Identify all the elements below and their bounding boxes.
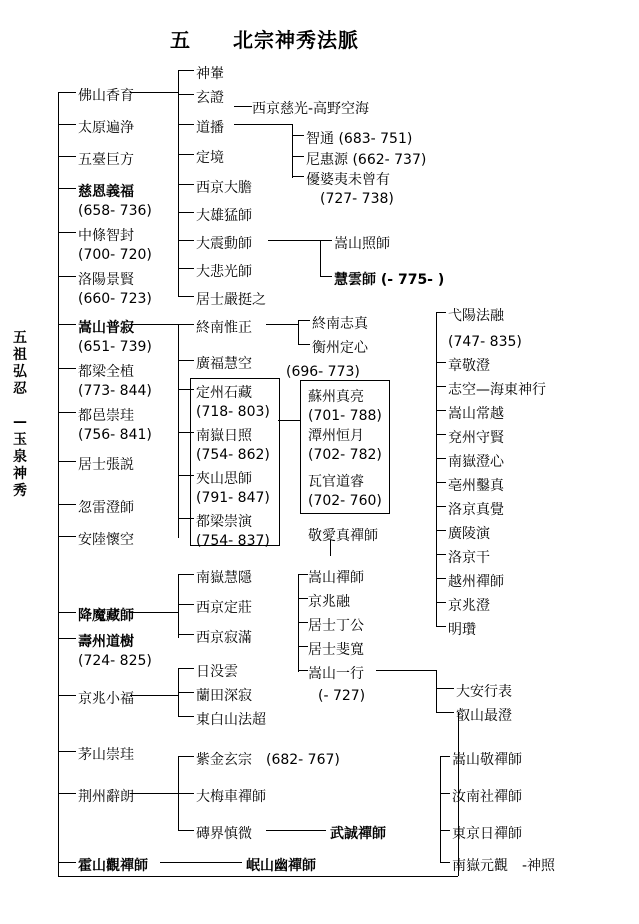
- lineage-node: (- 727): [318, 688, 366, 704]
- connector: [58, 124, 76, 125]
- lineage-node: 尼惠源 (662- 737): [306, 152, 427, 168]
- connector: [178, 324, 194, 325]
- connector: [178, 716, 194, 717]
- connector: [298, 646, 308, 647]
- connector: [178, 268, 194, 269]
- lineage-node: 居士斐寬: [308, 642, 364, 658]
- lineage-node: 弋陽法融: [448, 308, 504, 324]
- connector: [278, 420, 300, 421]
- connector: [436, 458, 446, 459]
- lineage-node: 紫金玄宗 (682- 767): [196, 752, 340, 768]
- lineage-node: 敬愛真禪師: [308, 528, 378, 544]
- lineage-node: (754- 837): [196, 533, 270, 549]
- lineage-node: 慈恩義福: [78, 184, 134, 200]
- connector: [58, 276, 76, 277]
- connector: [298, 622, 308, 623]
- lineage-node: 洛陽景賢: [78, 272, 134, 288]
- spine-col2-mid: [178, 324, 179, 538]
- lineage-node: 廣福慧空: [196, 356, 252, 372]
- lineage-node: 居士嚴挺之: [196, 292, 266, 308]
- connector: [58, 188, 76, 189]
- connector: [298, 574, 308, 575]
- connector: [292, 135, 304, 136]
- connector: [436, 670, 437, 712]
- connector: [58, 536, 76, 537]
- connector: [234, 124, 292, 125]
- connector: [440, 830, 450, 831]
- lineage-node: 都梁全植: [78, 364, 134, 380]
- lineage-node: (756- 841): [78, 427, 152, 443]
- lineage-node: 茅山崇珪: [78, 747, 134, 763]
- connector: [436, 530, 446, 531]
- lineage-node: 衡州定心: [312, 340, 368, 356]
- lineage-node: 京兆融: [308, 594, 350, 610]
- lineage-node: 嵩山照師: [334, 236, 390, 252]
- connector: [160, 862, 242, 863]
- lineage-node: 嵩山常越: [448, 406, 504, 422]
- lineage-node: 武誠禪師: [330, 826, 386, 842]
- lineage-node: 嵩山普寂: [78, 320, 134, 336]
- connector: [440, 793, 450, 794]
- connector: [58, 156, 76, 157]
- connector: [58, 412, 76, 413]
- connector: [58, 92, 76, 93]
- connector: [234, 106, 252, 107]
- lineage-node: 安陸懷空: [78, 532, 134, 548]
- connector: [58, 695, 76, 696]
- connector: [178, 154, 194, 155]
- connector: [320, 276, 332, 277]
- lineage-node: 西京大膽: [196, 180, 252, 196]
- connector: [178, 124, 194, 125]
- lineage-node: (773- 844): [78, 383, 152, 399]
- spine-keiai: [298, 574, 299, 672]
- connector: [178, 830, 194, 831]
- lineage-node: 都梁崇演: [196, 514, 252, 530]
- connector: [58, 368, 76, 369]
- connector: [178, 604, 194, 605]
- lineage-node: 夾山思師: [196, 471, 252, 487]
- lineage-node: 章敬澄: [448, 358, 490, 374]
- connector: [298, 320, 299, 344]
- lineage-node: 明瓚: [448, 622, 476, 638]
- connector: [130, 612, 178, 613]
- connector: [266, 830, 326, 831]
- connector: [58, 324, 76, 325]
- lineage-node: 岷山幽禪師: [246, 858, 316, 874]
- lineage-node: 蘇州真亮: [308, 389, 364, 405]
- connector: [58, 876, 458, 877]
- connector: [130, 92, 178, 93]
- lineage-node: 志空—海東神行: [448, 382, 546, 398]
- connector: [268, 240, 320, 241]
- lineage-node: (747- 835): [448, 334, 522, 350]
- lineage-node: 京兆澄: [448, 598, 490, 614]
- connector: [436, 602, 446, 603]
- connector: [178, 240, 194, 241]
- lineage-node: 汝南社禪師: [452, 789, 522, 805]
- connector: [58, 751, 76, 752]
- spine-right-bottom: [440, 756, 441, 862]
- lineage-node: (696- 773): [286, 364, 360, 380]
- connector: [440, 862, 450, 863]
- connector: [178, 756, 194, 757]
- lineage-node: 嵩山禪師: [308, 570, 364, 586]
- lineage-node: 太原遍浄: [78, 120, 134, 136]
- lineage-node: (727- 738): [320, 191, 394, 207]
- lineage-node: 大震動師: [196, 236, 252, 252]
- lineage-node: 南嶽澄心: [448, 454, 504, 470]
- connector: [436, 482, 446, 483]
- connector: [436, 386, 446, 387]
- connector: [266, 324, 298, 325]
- lineage-node: (724- 825): [78, 653, 152, 669]
- connector: [58, 461, 76, 462]
- connector: [298, 598, 308, 599]
- lineage-node: 定境: [196, 150, 224, 166]
- connector: [292, 176, 304, 177]
- lineage-node: 東京日禪師: [452, 826, 522, 842]
- lineage-node: 降魔藏師: [78, 608, 134, 624]
- connector: [178, 668, 194, 669]
- connector: [178, 94, 194, 95]
- lineage-node: 中條智封: [78, 228, 134, 244]
- connector: [292, 156, 304, 157]
- lineage-node: 佛山香育: [78, 88, 134, 104]
- connector: [436, 362, 446, 363]
- lineage-node: 居士丁公: [308, 618, 364, 634]
- connector: [376, 670, 436, 671]
- lineage-node: (660- 723): [78, 291, 152, 307]
- connector: [440, 756, 450, 757]
- lineage-node: 霍山觀禪師: [78, 858, 148, 874]
- connector: [178, 634, 194, 635]
- lineage-node: (718- 803): [196, 404, 270, 420]
- lineage-node: 磚界慎微: [196, 826, 252, 842]
- lineage-node: 東白山法超: [196, 712, 266, 728]
- lineage-node: 京兆小福: [78, 691, 134, 707]
- lineage-node: 蘭田深寂: [196, 688, 252, 704]
- connector: [178, 692, 194, 693]
- connector: [436, 578, 446, 579]
- connector: [58, 638, 76, 639]
- connector: [436, 712, 454, 713]
- connector: [436, 410, 446, 411]
- lineage-node: (658- 736): [78, 203, 152, 219]
- lineage-node: (651- 739): [78, 339, 152, 355]
- connector: [58, 793, 76, 794]
- lineage-node: (702- 760): [308, 493, 382, 509]
- lineage-node: 都邑崇珪: [78, 408, 134, 424]
- lineage-node: 西京寂滿: [196, 630, 252, 646]
- lineage-node: 大梅車禪師: [196, 789, 266, 805]
- lineage-node: 嵩山敬禪師: [452, 752, 522, 768]
- spine-col2-lower: [178, 574, 179, 638]
- lineage-node: 南嶽元觀 -神照: [452, 858, 556, 874]
- lineage-node: 越州禪師: [448, 574, 504, 590]
- lineage-node: 壽州道樹: [78, 634, 134, 650]
- lineage-node: 南嶽慧隱: [196, 570, 252, 586]
- page-title: 五 北宗神秀法脈: [170, 28, 359, 52]
- lineage-node: (754- 862): [196, 447, 270, 463]
- connector: [298, 344, 310, 345]
- lineage-node: 大雄猛師: [196, 208, 252, 224]
- connector: [292, 124, 293, 178]
- lineage-node: 廣陵演: [448, 526, 490, 542]
- lineage-node: 瓦官道睿: [308, 474, 364, 490]
- lineage-node: 終南志真: [312, 316, 368, 332]
- connector: [130, 793, 178, 794]
- lineage-node: 亳州鑿真: [448, 478, 504, 494]
- root-label-dash: —: [13, 414, 27, 430]
- root-label-line1: 五祖弘忍: [13, 330, 27, 397]
- lineage-node: 慧雲師 (- 775- ): [334, 272, 445, 288]
- lineage-node: 神輋: [196, 66, 224, 82]
- connector: [320, 240, 321, 276]
- connector: [436, 312, 446, 313]
- lineage-node: 居士張説: [78, 457, 134, 473]
- lineage-node: 定州石藏: [196, 385, 252, 401]
- lineage-node: (791- 847): [196, 490, 270, 506]
- connector: [178, 212, 194, 213]
- lineage-node: 西京慈光-高野空海: [252, 101, 370, 117]
- lineage-node: 日没雲: [196, 664, 238, 680]
- connector: [436, 626, 446, 627]
- lineage-node: 西京定莊: [196, 600, 252, 616]
- connector: [178, 296, 194, 297]
- connector: [178, 360, 194, 361]
- connector: [58, 504, 76, 505]
- connector: [178, 793, 194, 794]
- connector: [436, 506, 446, 507]
- lineage-node: 洛京干: [448, 550, 490, 566]
- root-label-line2: 玉泉神秀: [13, 432, 27, 499]
- lineage-node: 終南惟正: [196, 320, 252, 336]
- connector: [436, 688, 454, 689]
- lineage-node: (702- 782): [308, 447, 382, 463]
- connector: [436, 434, 446, 435]
- lineage-node: (701- 788): [308, 408, 382, 424]
- lineage-node: 忽雷澄師: [78, 500, 134, 516]
- connector: [320, 240, 332, 241]
- connector: [298, 320, 310, 321]
- lineage-node: 兗州守賢: [448, 430, 504, 446]
- lineage-node: (700- 720): [78, 247, 152, 263]
- connector: [58, 232, 76, 233]
- lineage-node: 荆州辭朗: [78, 789, 134, 805]
- lineage-node: 智通 (683- 751): [306, 131, 413, 147]
- lineage-node: 潭州恒月: [308, 428, 364, 444]
- connector: [298, 670, 308, 671]
- lineage-node: 南嶽日照: [196, 428, 252, 444]
- lineage-node: 道播: [196, 120, 224, 136]
- connector: [130, 324, 178, 325]
- lineage-node: 優婆夷未曾有: [306, 172, 390, 188]
- connector: [178, 184, 194, 185]
- connector: [178, 70, 194, 71]
- connector: [436, 554, 446, 555]
- spine-col2-top: [178, 70, 179, 296]
- lineage-node: 五臺巨方: [78, 152, 134, 168]
- lineage-node: 大悲光師: [196, 264, 252, 280]
- connector: [178, 574, 194, 575]
- lineage-node: 嵩山一行: [308, 666, 364, 682]
- lineage-node: 玄證: [196, 90, 224, 106]
- spine-main: [58, 92, 59, 876]
- connector: [58, 612, 76, 613]
- lineage-node: 大安行表: [456, 684, 512, 700]
- lineage-node: 叡山最澄: [456, 708, 512, 724]
- connector: [58, 862, 76, 863]
- lineage-node: 洛京真覺: [448, 502, 504, 518]
- connector: [130, 695, 178, 696]
